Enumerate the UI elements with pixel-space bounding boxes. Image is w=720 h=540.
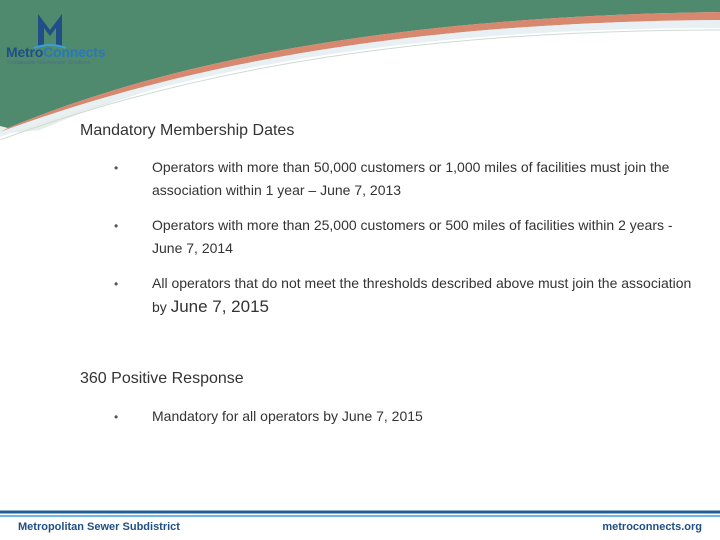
section-heading-membership: Mandatory Membership Dates <box>80 122 295 139</box>
membership-item-3 <box>152 272 692 319</box>
logo-brand-light: Connects <box>43 44 106 60</box>
membership-item-3-text: All operators that do not meet the thresholds described above must join the association by <box>152 275 692 315</box>
section-heading-positive-response: 360 Positive Response <box>80 370 244 387</box>
membership-item-1: Operators with more than 50,000 customers or 1,000 miles of facilities must join the association within 1 year – June 7, 2013 <box>152 159 670 198</box>
bullet-marker: • <box>114 277 119 291</box>
membership-item-3-date: June 7, 2015 <box>170 297 269 316</box>
bullet-marker: • <box>114 161 119 175</box>
logo-tagline: Sustainable Wastewater Solutions <box>7 60 91 66</box>
footer-organization: Metropolitan Sewer Subdistrict <box>18 521 180 533</box>
positive-response-item-1: Mandatory for all operators by June 7, 2015 <box>152 408 423 424</box>
membership-item-2: Operators with more than 25,000 customers or 500 miles of facilities within 2 years - June 7, 2014 <box>152 217 673 256</box>
bullet-marker: • <box>114 410 119 424</box>
logo-wordmark <box>6 44 105 60</box>
footer-website: metroconnects.org <box>602 521 702 533</box>
bullet-marker: • <box>114 219 119 233</box>
logo-brand-bold: Metro <box>6 44 44 60</box>
